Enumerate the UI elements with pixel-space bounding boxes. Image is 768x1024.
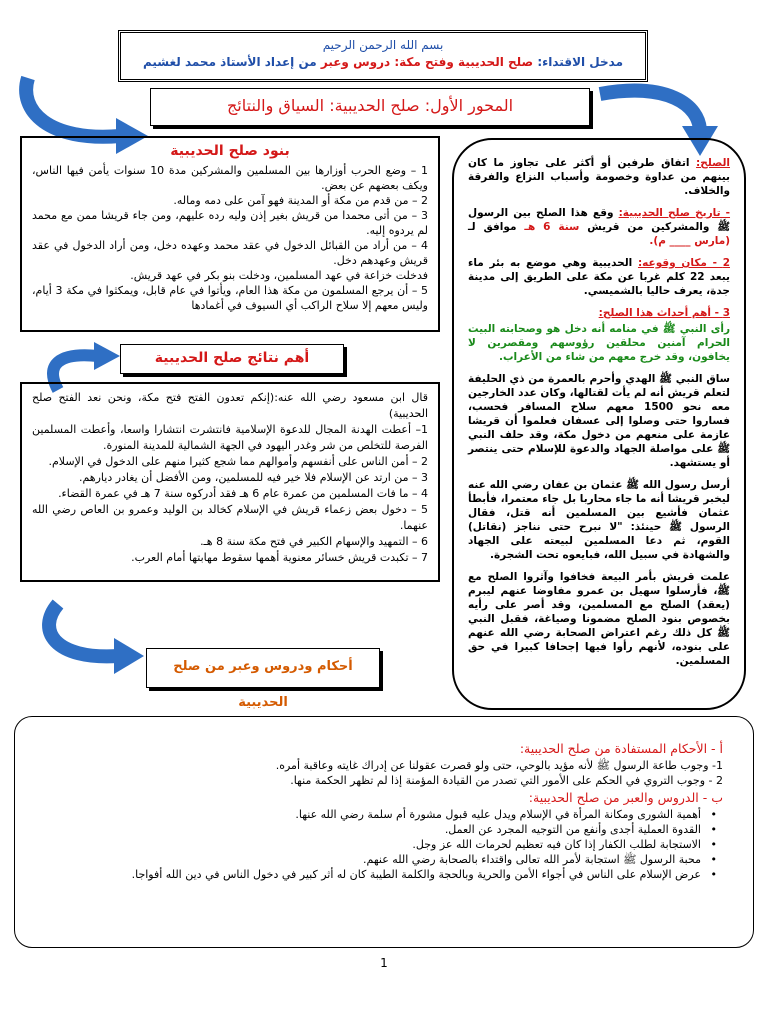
results-item: 7 – تكبدت قريش خسائر معنوية أهمها سقوط مهابتها أمام العرب. [131, 551, 428, 564]
lesson-item: • محبة الرسول ﷺ استجابة لأمر الله تعالى واقتداء بالصحابة رضي الله عنهم. [45, 852, 723, 867]
lesson-item: • عرض الإسلام على الناس في أجواء الأمن والحرية وبالحجة والكلمة الطيبة كان له أثر كبير في دخول الناس في دين الله أفواجا. [45, 867, 723, 882]
curved-arrow-lessons-icon [28, 596, 148, 686]
place-text: الحديبية وهي موضع به بئر ماء يبعد 22 كلم غربا عن مكة على الطريق إلى مدينة جدة، يعرف حاليا بالشميسي. [468, 257, 730, 297]
terms-item: 3 – من أتى محمدا من قريش بغير إذن وليه رده عليهم، ومن جاء قريشا ممن مع محمد لم يردوه إليه. [32, 209, 428, 237]
date-text-b: موافق لـ [468, 221, 517, 233]
ruling-item: 2 - وجوب التروي في الحكم على الأمور التي تصدر من القيادة المؤمنة إذا لم تظهر الحكمة منها. [290, 774, 723, 787]
lesson-item: • القدوة العملية أجدى وأنفع من التوجيه المجرد عن العمل. [45, 822, 723, 837]
lessons-box [14, 716, 754, 948]
context-box [452, 138, 746, 710]
results-title: أهم نتائج صلح الحديبية [120, 344, 344, 374]
events-label: 3 - أهم أحداث هذا الصلح: [598, 307, 730, 319]
axis-title-box [150, 88, 590, 126]
terms-box [20, 136, 440, 332]
results-item: 5 – دخول بعض زعماء قريش في الإسلام كخالد بن الوليد وعمرو بن العاص رضي الله عنهما. [32, 503, 428, 532]
page-number: 1 [380, 956, 388, 970]
results-item: قال ابن مسعود رضي الله عنه:(إنكم تعدون الفتح فتح مكة، ونحن نعد الفتح صلح الحديبية) [32, 391, 428, 420]
axis-title: صلح الحديبية: السياق والنتائج [226, 96, 420, 115]
intro-author: من إعداد الأستاذ محمد لغشيم [142, 55, 317, 69]
terms-title: بنود صلح الحديبية [170, 143, 290, 159]
terms-item: 4 – من أراد من القبائل الدخول في عقد محمد وعهده دخل، ومن أراد الدخول في عقد قريش وعهدهم دخل. [32, 239, 428, 267]
definition-label: الصلح: [696, 157, 730, 169]
lessons-title: أحكام ودروس وعبر من صلح الحديبية [146, 648, 380, 688]
ruling-item: 1- وجوب طاعة الرسول ﷺ لأنه مؤيد بالوحي، حتى ولو قصرت عقولنا عن إدراك غايته وعاقبة أمره. [275, 759, 723, 772]
date-year: سنة 6 هـ [524, 221, 580, 233]
basmala: بسم الله الرحمن الرحيم [322, 38, 444, 52]
results-item: 3 – من ارتد عن الإسلام فلا خير فيه للمسلمين، ومن الأفضل أن يغادر ديارهم. [78, 471, 428, 484]
results-item: 1– أعطت الهدنة المجال للدعوة الإسلامية فانتشرت انتشارا واسعا، وأعطت المسلمين الفرصة للتخلص من شر وغدر اليهود في الجهة الشمالية للمدينة المنورة. [32, 423, 428, 452]
date-text: وقع هذا الصلح بين الرسول ﷺ والمشركين من قريش [468, 207, 731, 233]
vision-text: رأى النبي ﷺ في منامه أنه دخل هو وصحابته البيت الحرام آمنين محلقين رؤوسهم ومقصرين لا يخافون، وقد خرج معهم من شاء من الأعراب. [468, 323, 730, 363]
intro-line [121, 53, 645, 71]
results-item: 4 – ما فات المسلمين من عمرة عام 6 هـ فقد أدركوه سنة 7 هـ في عمرة القضاء. [58, 487, 428, 500]
definition-text: اتفاق طرفين أو أكثر على تجاوز ما كان بينهم من عداوة وخصومة وأسباب النزاع والفرقة والخلاف. [468, 157, 730, 197]
lesson-item: • الاستجابة لطلب الكفار إذا كان فيه تعظيم لحرمات الله عز وجل. [45, 837, 723, 852]
place-label: 2 - مكان وقوعه: [637, 257, 730, 269]
place-info [468, 256, 730, 298]
document-header [118, 30, 648, 82]
event-paragraph: علمت قريش بأمر البيعة فخافوا وآثروا الصلح مع ﷺ، فأرسلوا سهيل بن عمرو مفاوضا عنهم ليبرم (يعقد) الصلح مع المسلمين، وقد أصر على رأيه بخصوص بنود الصلح مضمونا وصياغة، فقبل النبي ﷺ كل ذلك رغم اعتراض الصحابة رضي الله عنهم على بنوده، لأنهم رأوا فيها إجحافا كبيرا في حق المسلمين. [468, 571, 730, 667]
event-paragraph: ساق النبي ﷺ الهدي وأحرم بالعمرة من ذي الحليفة لتعلم قريش أنه لم يأت لقتالها، وكان عدد الخارجين معه نحو 1500 معهم سلاح المسافر فحسب، فساروا حتى وصلوا إلى عسفان فعلموا أن قريشا عازمة على منعهم من دخول مكة، وقد حلف النبي ﷺ على مواصلة الجهاد والدعوة للإسلام حتى ينتصر أو يستشهد. [468, 373, 730, 469]
event-paragraph: أرسل رسول الله ﷺ عثمان بن عفان رضي الله عنه ليخبر قريشا أنه ما جاء محاربا بل جاء معتمرا، فأبطأ عثمان فأشيع بين المسلمين أنه قتل، فقال الرسول ﷺ حينئذ: "لا نبرح حتى نناجز (نقاتل) القوم، ثم دعا المسلمين لبيعته على الجهاد والشهادة في سبيل الله، فبايعوه تحت الشجرة. [468, 479, 730, 561]
terms-item: 5 – أن يرجع المسلمون من مكة هذا العام، ويأتوا في عام قابل، ويمكثوا في مكة 3 أيام، وليس معهم إلا سلاح الراكب أي السيوف في أغمادها [32, 284, 428, 312]
results-box [20, 382, 440, 582]
terms-item: فدخلت خزاعة في عهد المسلمين، ودخلت بنو بكر في عهد قريش. [130, 269, 428, 282]
results-item: 2 – أمن الناس على أنفسهم وأموالهم مما شجع كثيرا منهم على الدخول في الإسلام. [48, 455, 428, 468]
events-heading [468, 306, 730, 320]
terms-item: 2 – من قدم من مكة أو المدينة فهو آمن على دمه وماله. [173, 194, 428, 207]
definition [468, 156, 730, 198]
intro-title: صلح الحديبية وفتح مكة: دروس وعبر [320, 55, 534, 69]
date-label: - تاريخ صلح الحديبية: [618, 207, 731, 219]
date-info [468, 206, 730, 248]
terms-item: 1 – وضع الحرب أوزارها بين المسلمين والمشركين مدة 10 سنوات يأمن فيها الناس، ويكف بعضهم عن بعض. [32, 164, 428, 192]
results-item: 6 – التمهيد والإسهام الكبير في فتح مكة سنة 8 هـ. [200, 535, 428, 548]
lesson-item: • أهمية الشورى ومكانة المرأة في الإسلام ويدل عليه قبول مشورة أم سلمة رضي الله عنها. [45, 807, 723, 822]
lessons-heading: ب - الدروس والعبر من صلح الحديبية: [528, 790, 723, 805]
date-month: (مارس ____ م). [649, 235, 730, 247]
rulings-heading: أ - الأحكام المستفادة من صلح الحديبية: [519, 741, 723, 756]
intro-label: مدخل الاقتداء: [537, 55, 624, 69]
axis-label: المحور الأول: [424, 96, 514, 115]
